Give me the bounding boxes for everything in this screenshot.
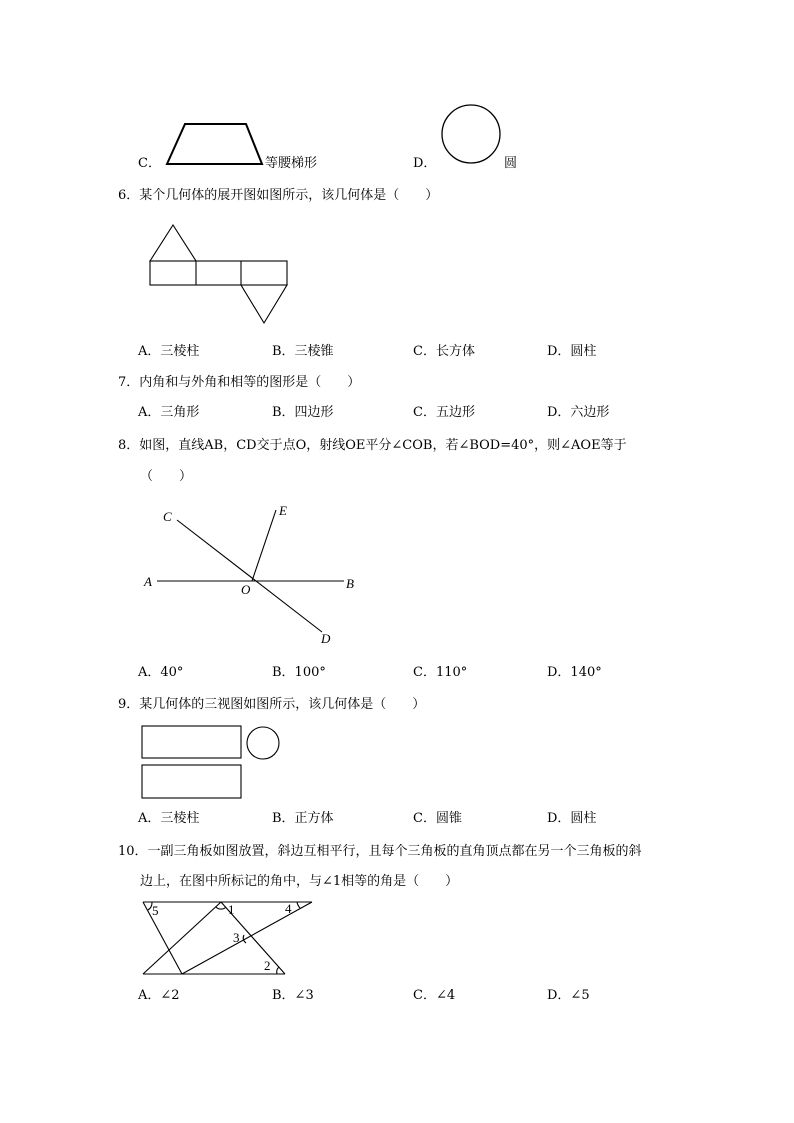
q5-option-c-label: 等腰梯形 [265, 156, 318, 171]
q7-option-b: B．四边形 [272, 405, 334, 420]
q10-stem-line2: 边上，在图中所标记的角中，与∠1相等的角是（ ） [140, 874, 459, 889]
label-o: O [241, 582, 251, 597]
label-c: C [163, 509, 172, 524]
q8-stem-line1: 8．如图，直线AB，CD交于点O，射线OE平分∠COB，若∠BOD=40°，则∠AOE等于 [118, 438, 627, 453]
q7-option-c: C．五边形 [413, 405, 475, 420]
q6-option-d: D．圆柱 [547, 344, 597, 359]
q6-option-c: C．长方体 [413, 344, 475, 359]
q10-option-d: D．∠5 [547, 988, 590, 1003]
q8-option-c: C．110° [413, 665, 468, 680]
label-b: B [346, 576, 354, 591]
q5-option-d-letter: D． [413, 156, 437, 171]
q9-option-b: B．正方体 [272, 811, 334, 826]
q6-option-a: A．三棱柱 [138, 344, 200, 359]
q10-option-a: A．∠2 [138, 988, 180, 1003]
angle-5-label: 5 [152, 903, 159, 918]
q9-option-a: A．三棱柱 [138, 811, 200, 826]
label-d: D [321, 631, 331, 646]
q7-option-a: A．三角形 [138, 405, 200, 420]
q9-option-d: D．圆柱 [547, 811, 597, 826]
angle-1-label: 1 [228, 902, 235, 917]
q8-option-a: A．40° [138, 665, 184, 680]
label-a: A [144, 574, 152, 589]
q6-stem: 6．某个几何体的展开图如图所示，该几何体是（ ） [118, 188, 439, 203]
angle-3-label: 3 [233, 930, 240, 945]
angle-2-label: 2 [264, 958, 271, 973]
q10-option-c: C．∠4 [413, 988, 456, 1003]
q6-option-b: B．三棱锥 [272, 344, 334, 359]
label-e: E [279, 503, 287, 518]
q9-stem: 9．某几何体的三视图如图所示，该几何体是（ ） [118, 697, 426, 712]
q5-option-c-letter: C． [138, 156, 161, 171]
q10-stem-line1: 10．一副三角板如图放置，斜边互相平行，且每个三角板的直角顶点都在另一个三角板的斜 [118, 844, 642, 859]
q10-option-b: B．∠3 [272, 988, 314, 1003]
q8-option-b: B．100° [272, 665, 326, 680]
q7-stem: 7．内角和与外角和相等的图形是（ ） [118, 375, 361, 390]
q8-option-d: D．140° [547, 665, 602, 680]
q7-option-d: D．六边形 [547, 405, 610, 420]
angle-4-label: 4 [285, 901, 292, 916]
q5-option-d-label: 圆 [504, 156, 518, 171]
q8-stem-line2: （ ） [140, 469, 193, 484]
q9-option-c: C．圆锥 [413, 811, 462, 826]
